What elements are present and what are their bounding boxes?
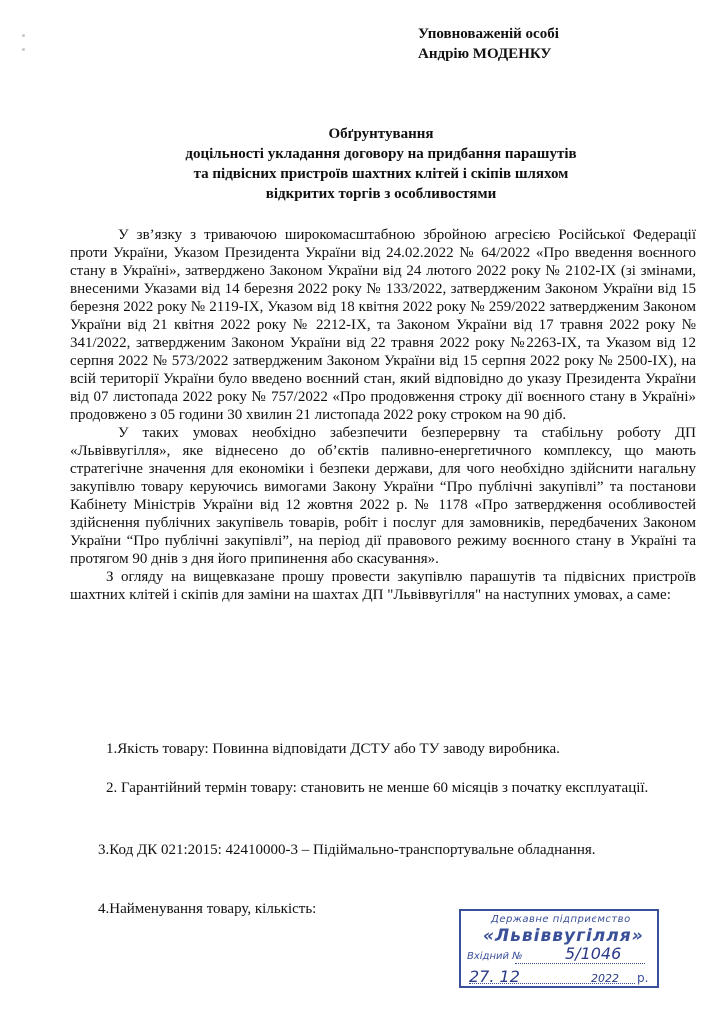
title-line: доцільності укладання договору на придбання парашутів: [185, 146, 577, 162]
stamp-incoming-number: 5/1046: [565, 944, 622, 963]
title-line: відкритих торгів з особливостями: [265, 186, 497, 202]
title-line: та підвісних пристроїв шахтних клітей і скіпів шляхом: [193, 166, 569, 182]
title-line: Обґрунтування: [328, 126, 434, 142]
stamp-date-line: [469, 983, 635, 984]
item-code: 3.Код ДК 021:2015: 42410000-3 – Підіймально-транспортувальне обладнання.: [98, 842, 596, 858]
paragraph-request: З огляду на вищевказане прошу провести закупівлю парашутів та підвісних пристроїв шахтних клітей і скіпів для заміни на шахтах ДП "Львіввугілля" на наступних умовах, а саме:: [70, 569, 696, 603]
scan-artifact: [22, 48, 25, 51]
addressee-line: Уповноваженій особі: [418, 26, 559, 42]
body-text: [70, 226, 696, 604]
item-name-quantity: 4.Найменування товару, кількість:: [98, 901, 317, 917]
paragraph-martial-law: У зв’язку з триваючою широкомасштабною збройною агресією Російської Федерації проти України, Указом Президента України від 24.02.2022 № 64/2022 «Про введення воєнного стану в Україні», затверджено Законом України від 24 лютого 2022 року № 2102-IX (зі змінами, внесеними Указами від 14 березня 2022 року № 133/2022, затвердженим Законом України від 15 березня 2022 року № 2119-IX, Указом від 18 квітня 2022 року № 259/2022 затвердженим Законом України від 21 квітня 2022 року № 2212-IX, та Законом України від 17 травня 2022 року № 341/2022, затвердженим Законом України від 22 травня 2022 року №2263-IX, та Указом від 12 серпня 2022 № 573/2022 затвердженим Законом України від 15 серпня 2022 року № 2500-IX), на всій території України було введено воєнний стан, який відповідно до указу Президента України від 07 листопада 2022 року № 757/2022 «Про продовження строку дії воєнного стану в Україні» продовжено з 05 години 30 хвилин 21 листопада 2022 року строком на 90 діб.: [70, 227, 696, 423]
item-warranty: 2. Гарантійний термін товару: становить не менше 60 місяців з початку експлуатації.: [106, 780, 649, 796]
document-title: [70, 124, 692, 204]
stamp-org-type: Державне підприємство: [491, 914, 631, 925]
stamp-year-suffix: р.: [637, 971, 649, 985]
stamp-number-line: [515, 963, 645, 964]
registration-stamp: [459, 909, 659, 988]
scan-artifact: [22, 34, 25, 37]
stamp-date-day-month: 27. 12: [469, 967, 520, 986]
addressee-block: [418, 24, 559, 64]
stamp-year: 2022: [590, 972, 619, 985]
stamp-org-name: «Львіввугілля»: [483, 926, 644, 946]
stamp-incoming-label: Вхідний №: [467, 951, 523, 962]
item-quality: 1.Якість товару: Повинна відповідати ДСТУ або ТУ заводу виробника.: [106, 741, 560, 757]
paragraph-procurement-need: У таких умовах необхідно забезпечити безперервну та стабільну роботу ДП «Львіввугілля», яке віднесено до об’єктів паливно-енергетичного комплексу, що мають стратегічне значення для економіки і безпеки держави, для чого необхідно здійснити нагальну закупівлю товару керуючись вимогами Закону України “Про публічні закупівлі” та постанови Кабінету Міністрів України від 12 жовтня 2022 р. № 1178 «Про затвердження особливостей здійснення публічних закупівель товарів, робіт і послуг для замовників, передбачених Законом України “Про публічні закупівлі”, на період дії правового режиму воєнного стану в Україні та протягом 90 днів з дня його припинення або скасування».: [70, 425, 696, 567]
addressee-name: Андрію МОДЕНКУ: [418, 46, 552, 62]
